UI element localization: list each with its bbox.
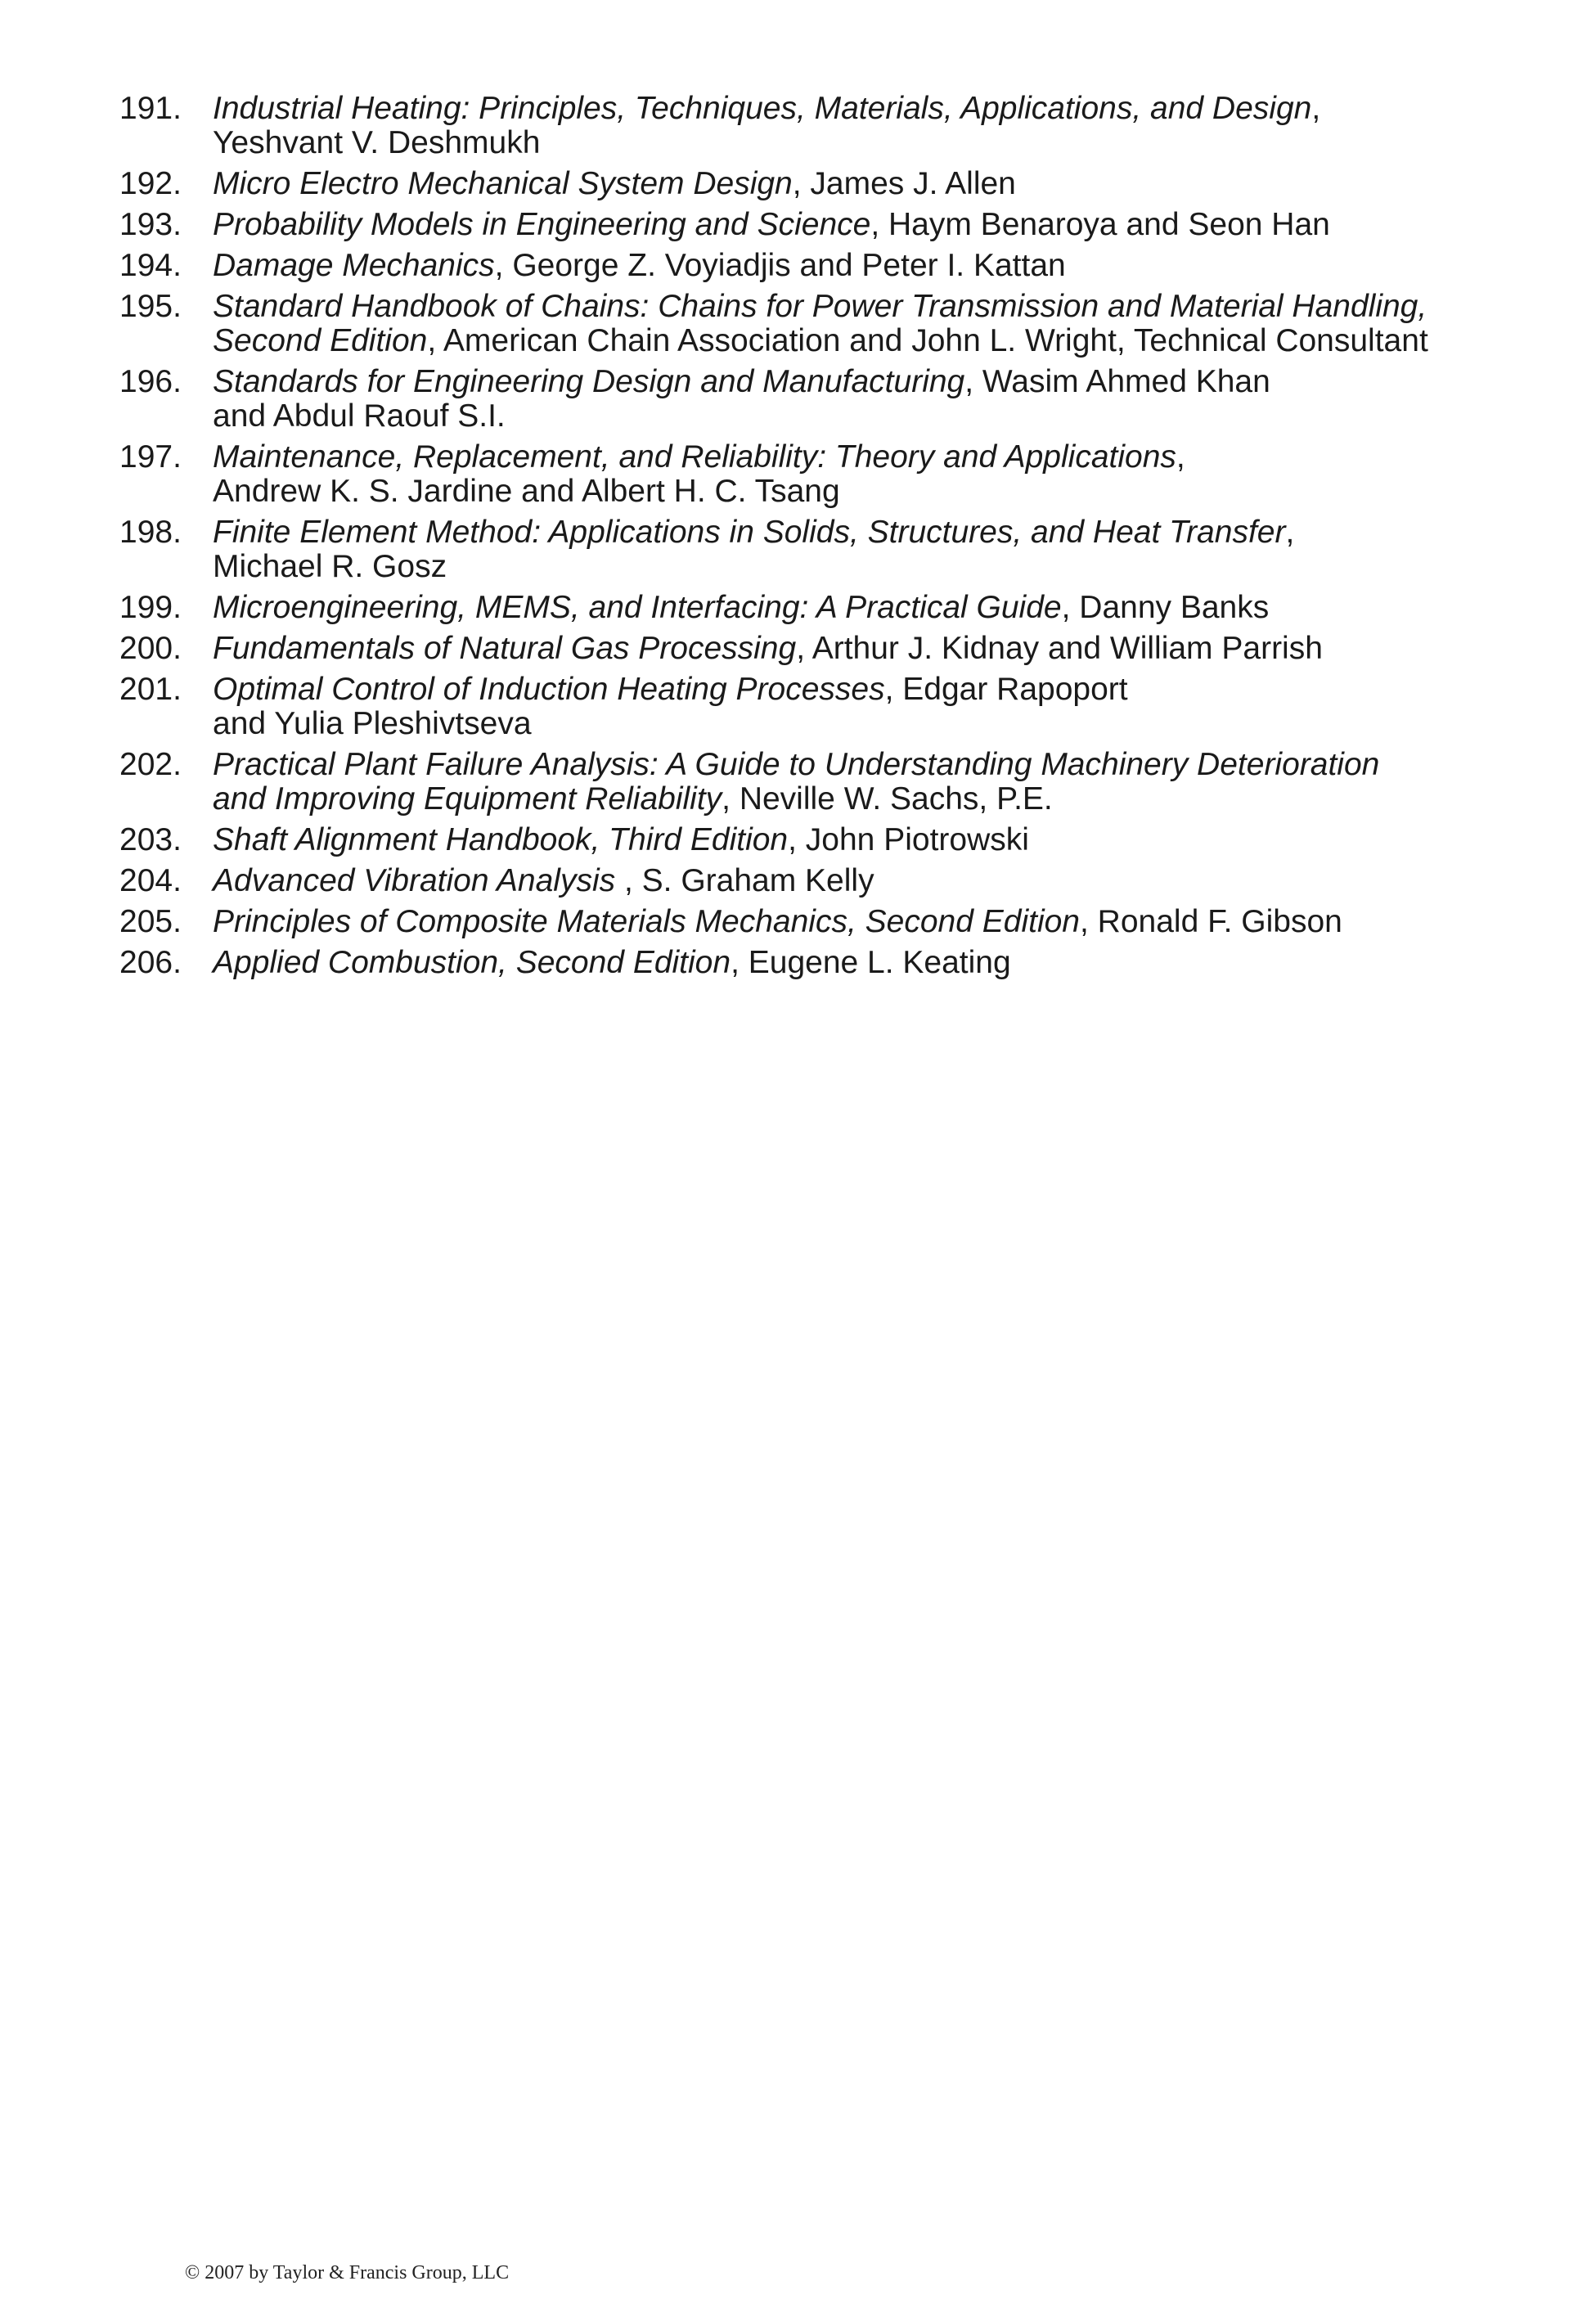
entry-citation xyxy=(213,515,1510,584)
book-author: , Neville W. Sachs, P.E. xyxy=(722,781,1053,817)
entry-citation xyxy=(213,440,1510,509)
list-item xyxy=(119,864,1510,898)
book-title: Applied Combustion, Second Edition xyxy=(213,945,731,980)
book-title: Second Edition xyxy=(213,323,428,358)
book-title: Standards for Engineering Design and Manufacturing xyxy=(213,364,965,399)
entry-number: 196. xyxy=(119,364,182,399)
citation-line xyxy=(213,249,1510,283)
entry-citation xyxy=(213,365,1510,434)
book-title: Finite Element Method: Applications in Solids, Structures, and Heat Transfer xyxy=(213,515,1286,550)
entry-number: 204. xyxy=(119,863,182,898)
book-title: Fundamentals of Natural Gas Processing xyxy=(213,631,797,666)
citation-line xyxy=(213,399,1510,434)
book-author: Yeshvant V. Deshmukh xyxy=(213,125,541,160)
book-title: Damage Mechanics xyxy=(213,248,495,283)
book-author: , John Piotrowski xyxy=(788,822,1029,857)
list-item xyxy=(119,208,1510,242)
book-title: Shaft Alignment Handbook, Third Edition xyxy=(213,822,789,857)
entry-citation xyxy=(213,249,1510,283)
book-title: Practical Plant Failure Analysis: A Guide to Understanding Machinery Deterioration xyxy=(213,747,1380,782)
entry-number: 202. xyxy=(119,747,182,782)
citation-line xyxy=(213,440,1510,475)
entry-number: 193. xyxy=(119,207,182,242)
citation-line xyxy=(213,324,1510,358)
citation-line xyxy=(213,550,1510,584)
citation-line xyxy=(213,632,1510,666)
entry-citation xyxy=(213,591,1510,625)
book-title: Micro Electro Mechanical System Design xyxy=(213,166,793,201)
list-item xyxy=(119,515,1510,584)
entry-number: 203. xyxy=(119,822,182,857)
book-author: , George Z. Voyiadjis and Peter I. Kattan xyxy=(494,248,1066,283)
citation-line xyxy=(213,591,1510,625)
entry-citation xyxy=(213,632,1510,666)
entry-number: 195. xyxy=(119,289,182,324)
entry-citation xyxy=(213,167,1510,201)
citation-line xyxy=(213,365,1510,399)
entry-citation xyxy=(213,823,1510,857)
citation-line xyxy=(213,673,1510,707)
copyright-footer: © 2007 by Taylor & Francis Group, LLC xyxy=(185,2262,510,2283)
list-item xyxy=(119,673,1510,741)
entry-number: 205. xyxy=(119,904,182,939)
citation-line xyxy=(213,126,1510,160)
citation-line xyxy=(213,167,1510,201)
book-title: Probability Models in Engineering and Science xyxy=(213,207,871,242)
book-title: Maintenance, Replacement, and Reliability: Theory and Applications xyxy=(213,439,1176,475)
book-title: Standard Handbook of Chains: Chains for Power Transmission and Material Handling, xyxy=(213,289,1427,324)
entry-citation xyxy=(213,290,1510,358)
entry-citation xyxy=(213,92,1510,160)
entry-citation xyxy=(213,946,1510,980)
entry-number: 198. xyxy=(119,515,182,550)
list-item xyxy=(119,365,1510,434)
citation-line xyxy=(213,515,1510,550)
book-author: , xyxy=(1311,91,1321,126)
entry-number: 200. xyxy=(119,631,182,666)
entry-number: 199. xyxy=(119,590,182,625)
book-title: Industrial Heating: Principles, Techniques, Materials, Applications, and Design xyxy=(213,91,1312,126)
book-author: , xyxy=(1176,439,1185,475)
citation-line xyxy=(213,92,1510,126)
book-author: , James J. Allen xyxy=(792,166,1016,201)
entry-number: 194. xyxy=(119,248,182,283)
citation-line xyxy=(213,864,1510,898)
entry-citation xyxy=(213,905,1510,939)
list-item xyxy=(119,823,1510,857)
list-item xyxy=(119,167,1510,201)
book-series-list xyxy=(119,92,1510,987)
book-author: and Yulia Pleshivtseva xyxy=(213,706,532,741)
citation-line xyxy=(213,707,1510,741)
entry-number: 191. xyxy=(119,91,182,126)
citation-line xyxy=(213,208,1510,242)
book-author: , Haym Benaroya and Seon Han xyxy=(870,207,1330,242)
book-title: and Improving Equipment Reliability xyxy=(213,781,722,817)
list-item xyxy=(119,905,1510,939)
entry-number: 206. xyxy=(119,945,182,980)
book-author: , S. Graham Kelly xyxy=(615,863,874,898)
citation-line xyxy=(213,823,1510,857)
citation-line xyxy=(213,905,1510,939)
list-item xyxy=(119,92,1510,160)
book-title: Microengineering, MEMS, and Interfacing: A Practical Guide xyxy=(213,590,1062,625)
citation-line xyxy=(213,946,1510,980)
list-item xyxy=(119,591,1510,625)
book-author: , xyxy=(1285,515,1295,550)
book-author: , American Chain Association and John L. Wright, Technical Consultant xyxy=(427,323,1428,358)
citation-line xyxy=(213,782,1510,817)
entry-number: 201. xyxy=(119,672,182,707)
book-title: Advanced Vibration Analysis xyxy=(213,863,616,898)
list-item xyxy=(119,249,1510,283)
entry-citation xyxy=(213,673,1510,741)
list-item xyxy=(119,748,1510,817)
book-author: , Ronald F. Gibson xyxy=(1080,904,1342,939)
citation-line xyxy=(213,475,1510,509)
entry-number: 197. xyxy=(119,439,182,475)
book-author: , Edgar Rapoport xyxy=(884,672,1128,707)
book-author: Michael R. Gosz xyxy=(213,549,447,584)
book-author: Andrew K. S. Jardine and Albert H. C. Tsang xyxy=(213,474,840,509)
book-title: Principles of Composite Materials Mechanics, Second Edition xyxy=(213,904,1080,939)
book-author: , Wasim Ahmed Khan xyxy=(964,364,1270,399)
book-title: Optimal Control of Induction Heating Processes xyxy=(213,672,885,707)
citation-line xyxy=(213,290,1510,324)
entry-citation xyxy=(213,864,1510,898)
list-item xyxy=(119,632,1510,666)
book-author: , Eugene L. Keating xyxy=(731,945,1011,980)
entry-citation xyxy=(213,748,1510,817)
book-author: , Danny Banks xyxy=(1061,590,1270,625)
list-item xyxy=(119,440,1510,509)
entry-citation xyxy=(213,208,1510,242)
book-author: , Arthur J. Kidnay and William Parrish xyxy=(796,631,1323,666)
list-item xyxy=(119,290,1510,358)
citation-line xyxy=(213,748,1510,782)
book-author: and Abdul Raouf S.I. xyxy=(213,398,506,434)
entry-number: 192. xyxy=(119,166,182,201)
list-item xyxy=(119,946,1510,980)
